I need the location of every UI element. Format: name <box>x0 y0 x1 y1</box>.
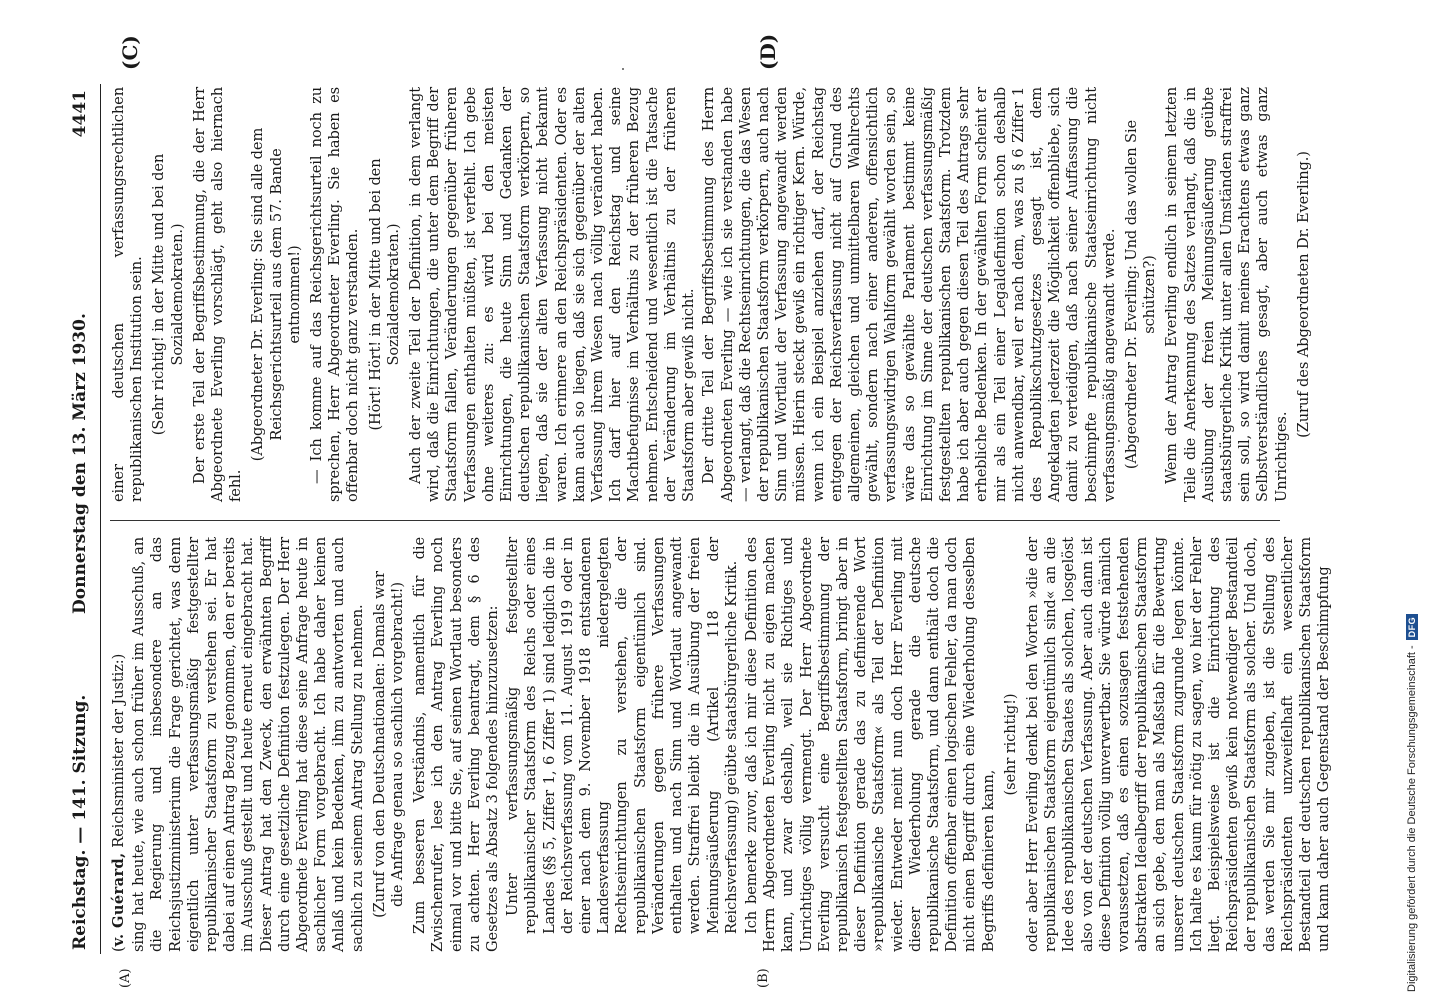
interjection: (sehr richtig!) <box>1001 693 1019 796</box>
document-page <box>66 33 1333 988</box>
margin-mark-b: (B) <box>756 968 771 988</box>
paragraph: Auch der zweite Teil der Definition, in dem verlangt wird, daß die Einrichtungen, die unter dem Begriff der Staatsform fallen, Veränderungen gegenüber früheren Verfassungen enthalten müßten, ist verfehlt. Ich gebe ohne weiteres zu: es wird bei den meisten Einrichtungen, die heute Sinn und Gedanken der deutschen republikanischen Staatsform verkörpern, so liegen, daß sie der alten Verfassung nicht bekannt waren. Ich erinnere an den Reichspräsidenten. Oder es kann auch so liegen, daß sie sich gegenüber der alten Verfassung ihrem Wesen nach völlig verändert haben. Ich darf hier auf den Reichstag und seine Machtbefugnisse im Verhältnis zu der früheren Bezug nehmen. Entscheidend und wesentlich ist die Tatsache der Veränderung im Verhältnis zu der früheren Staatsform aber gewiß nicht. <box>407 87 698 502</box>
paragraph: Zum besseren Verständnis, namentlich für die Zwischenrufer, lese ich den Antrag Everling noch einmal vor und bitte Sie, auf seinen Wortlaut besonders zu achten. Herr Everling beantragt, dem § 6 des Gesetzes als Absatz 3 folgendes hinzuzusetzen: <box>411 537 502 952</box>
paragraph: Der erste Teil der Begriffsbestimmung, die der Herr Abgeordnete Everling vorschlägt, geht also hiernach fehl. <box>190 87 245 502</box>
column-divider <box>110 520 1280 521</box>
scan-speck <box>622 68 624 70</box>
paragraph: oder aber Herr Everling denkt bei den Worten »die der republikanischen Staatsform eigentümlich sind« an die Idee des republikanischen Staates als solchen, losgelöst also von der deutschen Verfassung. Aber auch dann ist diese Definition völlig unverwertbar. Sie würde nämlich voraussetzen, daß es einen sozusagen feststehenden abstrakten Idealbegriff der republikanischen Staatsform an sich gebe, den man als Maßstab für die Bewertung unserer deutschen Staatsform zugrunde legen könnte. Ich halte es kaum für nötig zu sagen, wo hier der Fehler liegt. Beispielsweise ist die Einrichtung des Reichspräsidenten gewiß kein notwendiger Bestandteil der republikanischen Staatsform als solcher. Und doch, das werden Sie mir zugeben, ist die Stellung des Reichspräsidenten unzweifelhaft ein wesentlicher Bestandteil der deutschen republikanischen Staatsform und kann daher auch Gegenstand der Beschimpfung <box>1023 537 1333 952</box>
interjection: (Hört! Hört! in der Mitte und bei den Sozialdemokraten.) <box>366 158 402 431</box>
interjection: (Zuruf des Abgeordneten Dr. Everling.) <box>1294 151 1312 438</box>
speaker-name: v. Guérard, <box>110 852 127 947</box>
header-date: Donnerstag den 13. März 1930. <box>70 313 90 614</box>
paragraph: sing hat heute, wie auch schon früher im Ausschuß, an die Regierung und insbesondere an das Reichsjustizministerium die Frage gerichtet, was denn eigentlich unter verfassungsmäßig festgestellter republikanischer Staatsform zu verstehen sei. Er hat dabei auf einen Antrag Bezug genommen, den er bereits im Ausschuß gestellt und heute erneut eingebracht hat. Dieser Antrag hat den Zweck, den erwähnten Begriff durch eine gesetzliche Definition festzulegen. Der Herr Abgeordnete Everling hat diese seine Anfrage heute in sachlicher Form vorgebracht. Ich habe daher keinen Anlaß und kein Bedenken, ihm zu antworten und auch sachlich zu seinem Antrag Stellung zu nehmen. <box>130 537 366 952</box>
digitization-credit <box>1406 614 1418 992</box>
speaker-role: Reichsminister der Justiz: <box>110 659 127 848</box>
paragraph: Der dritte Teil der Begriffsbestimmung des Herrn Abgeordneten Everling — wie ich sie verstanden habe — verlangt, daß die Rechtseinrichtungen, die das Wesen der republikanischen Staatsform verkörpern, auch nach Sinn und Wortlaut der Verfassung angewandt werden müssen. Hierin steckt gewiß ein richtiger Kern. Würde, wenn ich ein Beispiel anziehen darf, der Reichstag entgegen der Reichsverfassung nicht auf Grund des allgemeinen, gleichen und unmittelbaren Wahlrechts gewählt, sondern nach einer anderen, offensichtlich verfassungswidrigen Wahlform gewählt worden sein, so wäre das so gewählte Parlament bestimmt keine Einrichtung im Sinne der deutschen verfassungsmäßig festgestellten republikanischen Staatsform. Trotzdem habe ich aber auch gegen diesen Teil des Antrags sehr erhebliche Bedenken. In der gewählten Form scheint er mir als ein Teil einer Legaldefinition schon deshalb nicht anwendbar, weil er nach dem, was zu § 6 Ziffer 1 des Republikschutzgesetzes gesagt ist, dem Angeklagten jederzeit die Möglichkeit offenbliebe, sich damit zu verteidigen, daß nach seiner Auffassung die beschimpfte republikanische Staatseinrichtung nicht verfassungsmäßig angewandt werde. <box>700 87 1118 502</box>
running-header <box>66 84 101 954</box>
dfg-logo: DFG <box>1406 614 1418 641</box>
left-column <box>110 537 1335 952</box>
credit-text: Digitalisierung gefördert durch die Deutsche Forschungsgemeinschaft - <box>1406 645 1418 992</box>
paragraph: — Ich komme auf das Reichsgerichtsurteil noch zu sprechen, Herr Abgeordneter Everling. Sie haben es offenbar doch nicht ganz verstanden. <box>308 87 362 502</box>
header-session: Reichstag. — 141. Sitzung. <box>70 694 90 950</box>
right-column <box>110 87 1317 502</box>
margin-mark-d: (D) <box>756 33 780 70</box>
interjection: (Abgeordneter Dr. Everling: Und das wollen Sie schützen?) <box>1122 119 1159 470</box>
paragraph: Wenn der Antrag Everling endlich in seinem letzten Teile die Anerkennung des Satzes verlangt, daß die in Ausübung der freien Meinungsäußerung geübte staatsbürgerliche Kritik unter allen Umständen straffrei sein soll, so wird damit meines Erachtens etwas ganz Selbstverständliches gesagt, aber auch etwas ganz Unrichtiges. <box>1163 87 1290 502</box>
interjection: (Abgeordneter Dr. Everling: Sie sind alle dem Reichsgerichtsurteil aus dem 57. Bande entnommen!) <box>249 127 303 462</box>
paragraph: einer deutschen verfassungsrechtlichen republikanischen Institution sein. <box>110 87 146 502</box>
interjection: (Sehr richtig! in der Mitte und bei den Sozialdemokraten.) <box>150 153 186 436</box>
quoted-motion: Unter verfassungsmäßig festgestellter republikanischer Staatsform des Reichs oder eines Landes (§§ 5, Ziffer 1, 6 Ziffer 1) sind lediglich die in der Reichsverfassung vom 11. August 1919 oder in einer nach dem 9. November 1918 entstandenen Landesverfassung niedergelegten Rechtseinrichtungen zu verstehen, die der republikanischen Staatsform eigentümlich sind. Veränderungen gegen frühere Verfassungen enthalten und nach Sinn und Wortlaut angewandt werden. Straffrei bleibt die in Ausübung der freien Meinungsäußerung (Artikel 118 der Reichsverfassung) geübte staatsbürgerliche Kritik. <box>504 537 740 934</box>
margin-mark-c: (C) <box>118 35 142 70</box>
page-number: 4441 <box>70 90 90 138</box>
margin-mark-a: (A) <box>118 968 133 988</box>
paragraph: Ich bemerke zuvor, daß ich mir diese Definition des Herrn Abgeordneten Everling nicht zu eigen machen kann, und zwar deshalb, weil sie Richtiges und Unrichtiges völlig vermengt. Der Herr Abgeordnete Everling versucht eine Begriffsbestimmung der republikanisch festgestellten Staatsform, bringt aber in dieser Definition gerade das zu definierende Wort »republikanische Staatsform« als Teil der Definition wieder. Entweder meint nun doch Herr Everling mit dieser Wiederholung gerade die deutsche republikanische Staatsform, und dann enthält doch die Definition offenbar einen logischen Fehler, da man doch nicht einen Begriff durch eine Wiederholung desselben Begriffs definieren kann, <box>742 537 997 952</box>
interjection: (Zuruf von den Deutschnationalen: Damals war die Anfrage genau so sachlich vorgebracht!) <box>370 571 407 918</box>
scan-speck <box>1118 440 1120 442</box>
speaker-line: (v. Guérard, Reichsminister der Justiz:) <box>110 653 127 952</box>
